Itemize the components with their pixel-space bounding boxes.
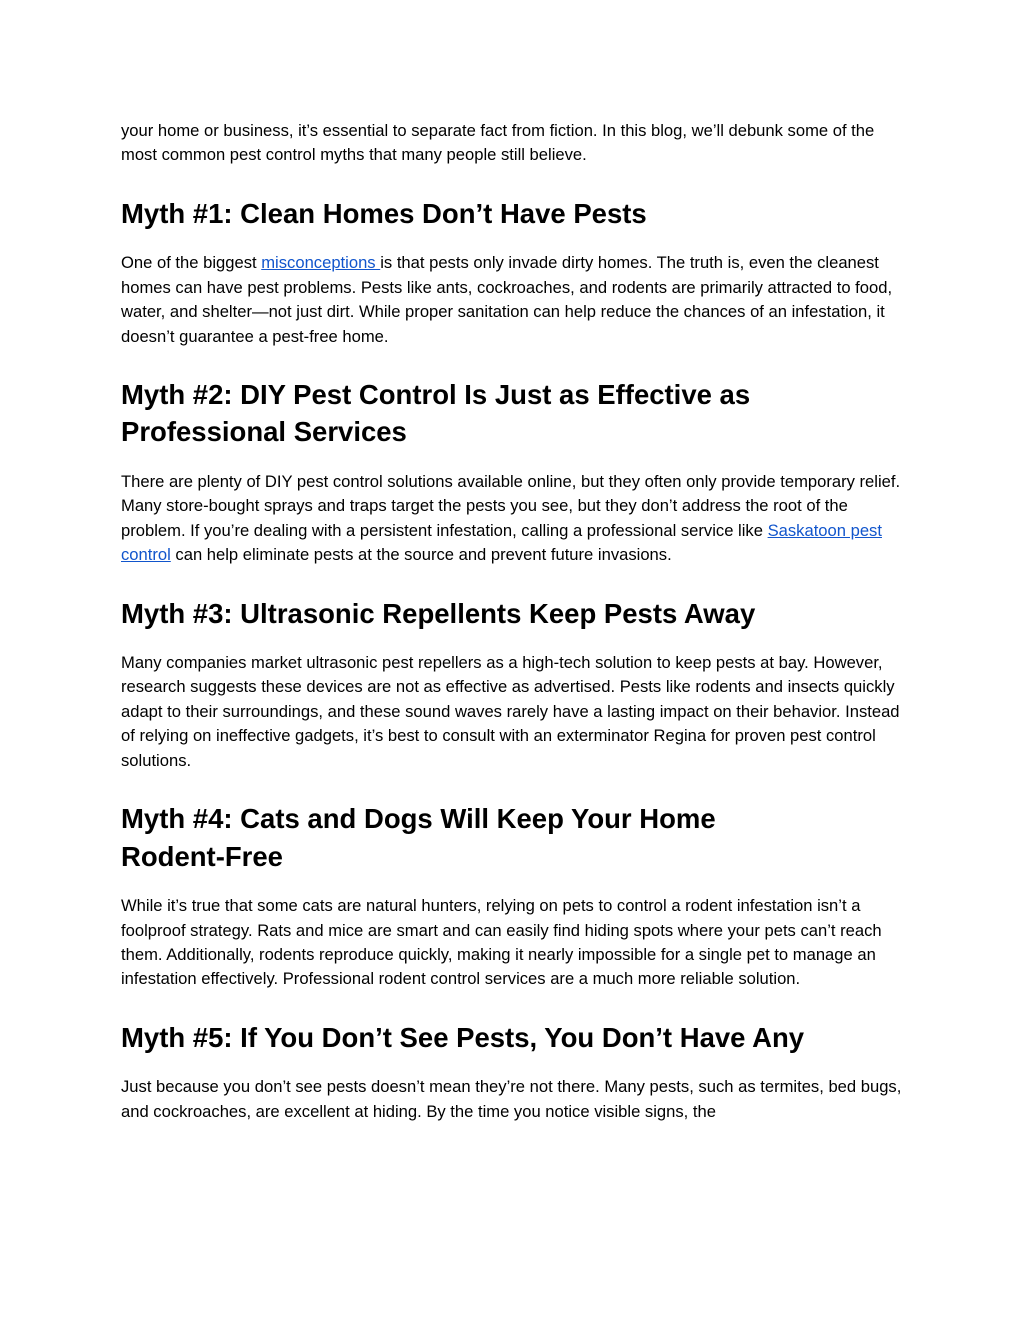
myth-2-paragraph (121, 470, 911, 568)
myth-1-paragraph (121, 251, 911, 349)
myth-1-text-end: is that pests only invade dirty homes. The truth is, even the cleanest homes can have pest problems. Pests like ants, cockroaches, and rodents are primarily attracted to food, water, and shelter—not just dirt. While proper sanitation can help reduce the chances of an infestation, it doesn’t guarantee a pest-free home. (121, 253, 893, 346)
myth-5-section (121, 1019, 911, 1124)
myth-2-text-start: There are plenty of DIY pest control solutions available online, but they often only provide temporary relief. Many store-bought sprays and traps target the pests you see, but they don’t address the root of the problem. If you’re dealing with a persistent infestation, calling a professional service like (121, 471, 901, 540)
myth-4-heading: Myth #4: Cats and Dogs Will Keep Your Home Rodent-Free (121, 803, 716, 872)
myth-2-heading: Myth #2: DIY Pest Control Is Just as Effective as Professional Services (121, 378, 751, 448)
myth-4-section (121, 800, 911, 992)
myth-1-section (121, 195, 911, 349)
myth-3-paragraph: Many companies market ultrasonic pest repellers as a high-tech solution to keep pests at bay. However, research suggests these devices are not as effective as advertised. Pests like rodents and insects quickly adapt to their surroundings, and these sound waves rarely have a lasting impact on their behavior. Instead of relying on ineffective gadgets, it’s best to consult with an exterminator Regina for proven pest control solutions. (121, 653, 900, 770)
myth-2-text-end: can help eliminate pests at the source and prevent future invasions. (170, 545, 672, 565)
intro-paragraph: your home or business, it’s essential to separate fact from fiction. In this blog, we’ll debunk some of the most common pest control myths that many people still believe. (121, 121, 875, 165)
myth-1-text-start: One of the biggest (121, 253, 262, 273)
misconceptions-link[interactable]: misconceptions (261, 253, 381, 273)
saskatoon-pest-control-link[interactable]: Saskatoon pest control (121, 520, 882, 565)
document-page (121, 119, 911, 1151)
myth-3-section (121, 595, 911, 774)
myth-2-section (121, 376, 911, 568)
myth-4-paragraph: While it’s true that some cats are natural hunters, relying on pets to control a rodent infestation isn’t a foolproof strategy. Rats and mice are smart and can easily find hiding spots where your pets can’t reach them. Additionally, rodents reproduce quickly, making it nearly impossible for a single pet to manage an infestation effectively. Professional rodent control services are a much more reliable solution. (121, 896, 882, 989)
myth-5-heading: Myth #5: If You Don’t See Pests, You Don’t Have Any (121, 1021, 805, 1053)
myth-1-heading: Myth #1: Clean Homes Don’t Have Pests (121, 197, 647, 229)
myth-5-paragraph: Just because you don’t see pests doesn’t mean they’re not there. Many pests, such as termites, bed bugs, and cockroaches, are excellent at hiding. By the time you notice visible signs, the (121, 1077, 902, 1121)
myth-3-heading: Myth #3: Ultrasonic Repellents Keep Pests Away (121, 597, 756, 629)
